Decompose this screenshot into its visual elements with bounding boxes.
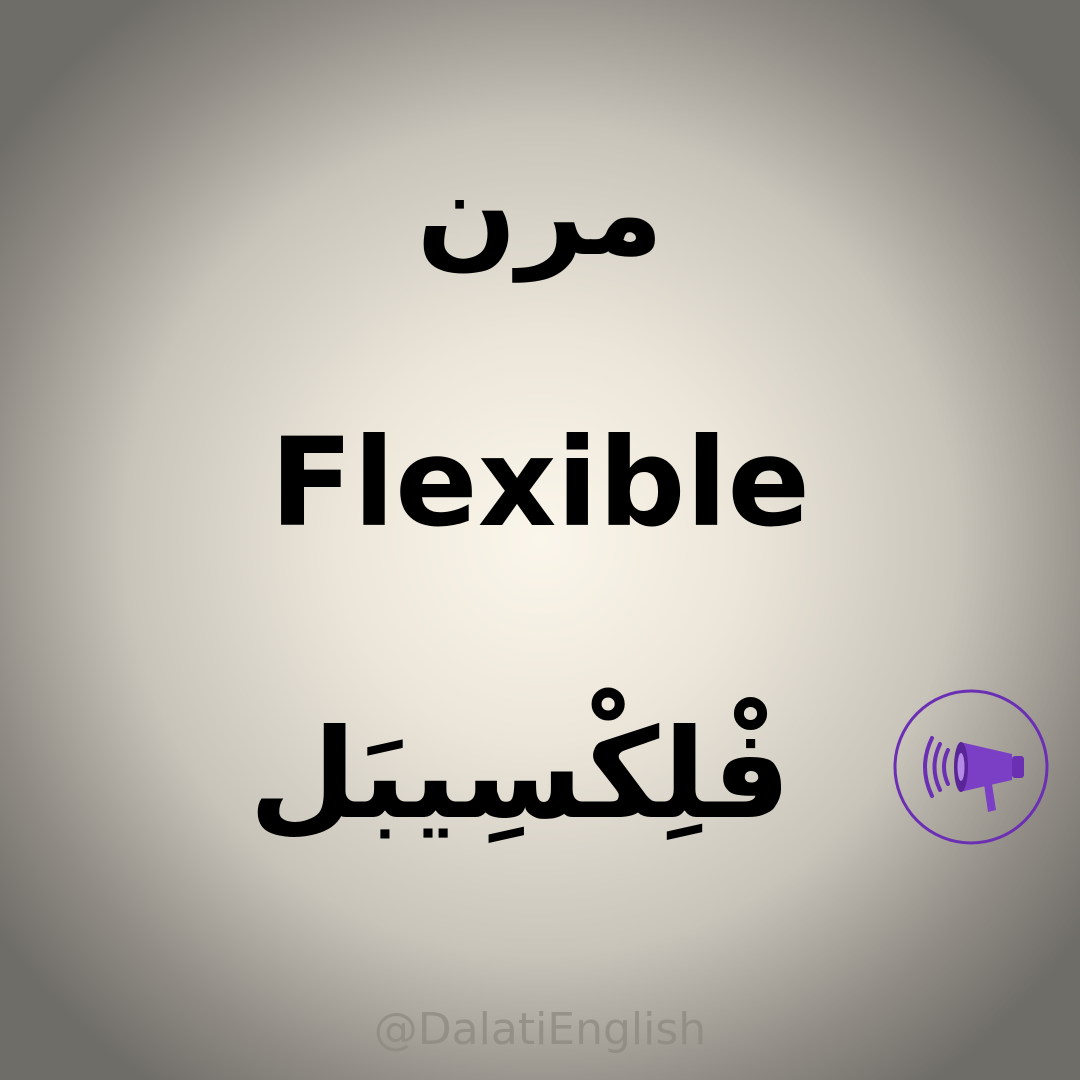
pronunciation-arabic: فْلِكْسِيبَل (248, 703, 791, 847)
megaphone-icon (892, 688, 1050, 846)
english-word: Flexible (269, 412, 811, 554)
audio-play-button[interactable] (892, 688, 1050, 846)
watermark-handle: @DalatiEnglish (373, 1004, 707, 1055)
arabic-meaning: مرن (416, 144, 664, 282)
